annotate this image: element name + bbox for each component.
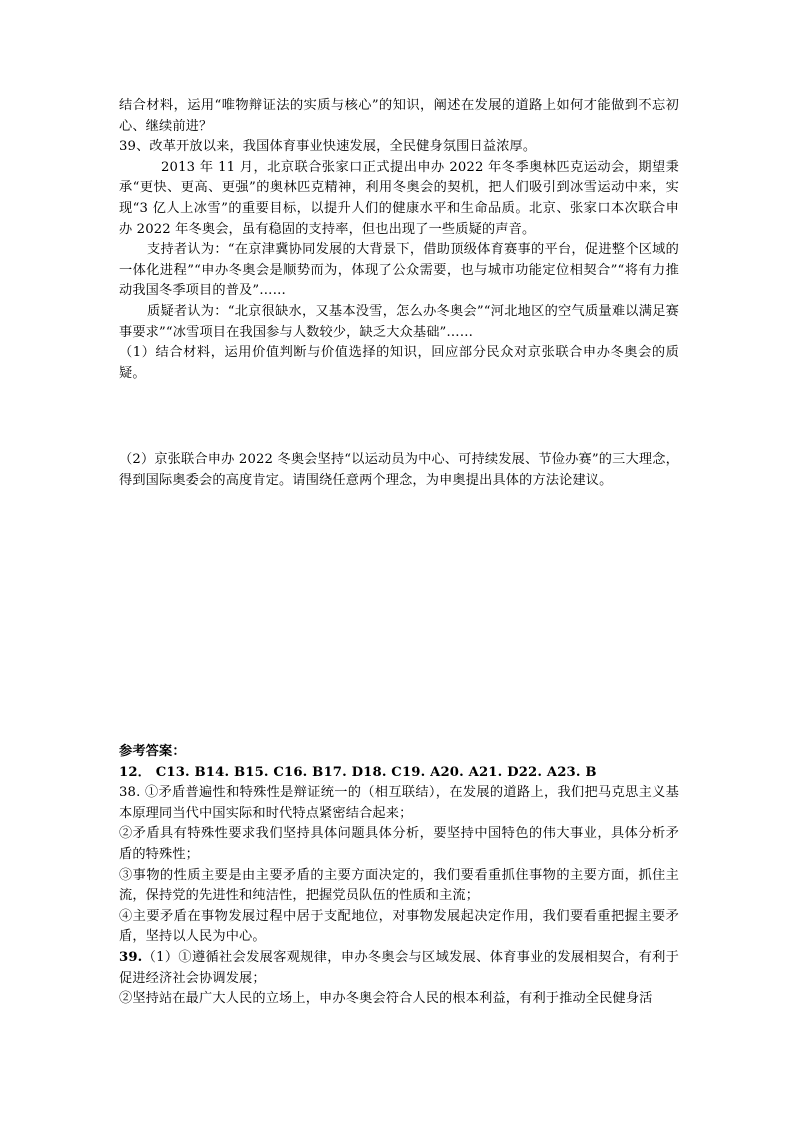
multiple-choice-answers: 12． C13. B14. B15. C16. B17. D18. C19. A20. A21. D22. A23. B bbox=[119, 764, 597, 780]
answer-38-point-2: ②矛盾具有特殊性要求我们坚持具体问题具体分析，要坚持中国特色的伟大事业，具体分析矛盾的特殊性； bbox=[119, 826, 679, 862]
q39-subquestion-2: （2）京张联合申办 2022 冬奥会坚持“以运动员为中心、可持续发展、节俭办赛”的三大理念，得到国际奥委会的高度肯定。请围绕任意两个理念，为申奥提出具体的方法论建议。 bbox=[119, 452, 679, 488]
q39-doubters: 质疑者认为：“北京很缺水，又基本没雪，怎么办冬奥会”“河北地区的空气质量难以满足赛事要求”“冰雪项目在我国参与人数较少，缺乏大众基础”…… bbox=[119, 303, 679, 340]
q39-subquestion-1: （1）结合材料，运用价值判断与价值选择的知识，回应部分民众对京张联合申办冬奥会的质疑。 bbox=[119, 345, 679, 381]
answer-39-number: 39. bbox=[119, 949, 143, 965]
answer-38-point-1: 38. ①矛盾普遍性和特殊性是辩证统一的（相互联结），在发展的道路上，我们把马克思主义基本原理同当代中国实际和时代特点紧密结合起来； bbox=[119, 785, 679, 821]
q39-subquestion-2-block bbox=[119, 450, 679, 491]
question-section bbox=[119, 96, 679, 384]
answer-39-point-1 bbox=[119, 948, 679, 989]
answer-38-point-3: ③事物的性质主要是由主要矛盾的主要方面决定的，我们要看重抓住事物的主要方面，抓住主流，保持党的先进性和纯洁性，把握党员队伍的性质和主流； bbox=[119, 867, 679, 904]
answers-heading: 参考答案： bbox=[119, 744, 186, 759]
q39-stem: 39、改革开放以来，我国体育事业快速发展，全民健身氛围日益浓厚。 bbox=[119, 139, 537, 155]
answer-39-point-2: ②坚持站在最广大人民的立场上，申办冬奥会符合人民的根本利益，有利于推动全民健身活 bbox=[119, 991, 653, 1007]
answer-section bbox=[119, 742, 679, 1010]
q38-prompt: 结合材料，运用“唯物辩证法的实质与核心”的知识，阐述在发展的道路上如何才能做到不忘初心、继续前进？ bbox=[119, 98, 679, 134]
q39-supporters: 支持者认为：“在京津冀协同发展的大背景下，借助顶级体育赛事的平台，促进整个区域的一体化进程”“申办冬奥会是顺势而为，体现了公众需要，也与城市功能定位相契合”“将有力推动我国冬季项目的普及”…… bbox=[119, 242, 679, 299]
q39-material: 2013 年 11 月，北京联合张家口正式提出申办 2022 年冬季奥林匹克运动会，期望秉承“更快、更高、更强”的奥林匹克精神，利用冬奥会的契机，把人们吸引到冰雪运动中来，实现“3 亿人上冰雪”的重要目标，以提升人们的健康水平和生命品质。北京、张家口本次联合申办 2022 年冬奥会，虽有稳固的支持率，但也出现了一些质疑的声音。 bbox=[119, 159, 679, 237]
answer-39-text-1: （1）①遵循社会发展客观规律，申办冬奥会与区域发展、体育事业的发展相契合，有利于促进经济社会协调发展； bbox=[119, 949, 679, 986]
answer-38-point-4: ④主要矛盾在事物发展过程中居于支配地位，对事物发展起决定作用，我们要看重把握主要矛盾，坚持以人民为中心。 bbox=[119, 908, 679, 945]
